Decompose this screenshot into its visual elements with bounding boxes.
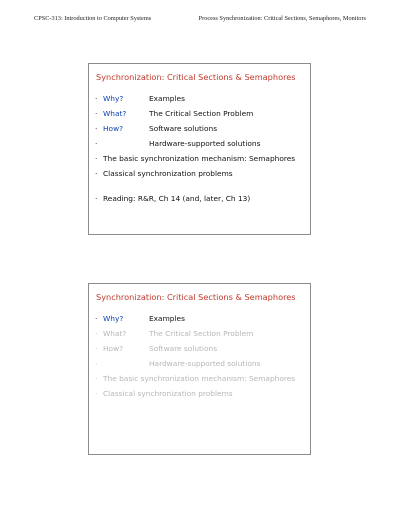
bullet-dot-icon: ·	[95, 194, 98, 203]
course-title: CPSC-313: Introduction to Computer Systems	[34, 15, 152, 22]
bullet-text: Software solutions	[149, 124, 218, 133]
bullet-dot-icon: ·	[95, 124, 98, 133]
document-title: Process Synchronization: Critical Sections, Semaphores, Monitors	[198, 15, 366, 22]
bullet-key: How?	[103, 124, 124, 133]
bullet-key: How?	[103, 344, 124, 353]
bullet-item	[95, 194, 305, 204]
bullet-text: Classical synchronization problems	[103, 169, 233, 178]
bullet-text: The basic synchronization mechanism: Semaphores	[103, 374, 296, 383]
slide-2	[88, 283, 311, 455]
bullet-item	[95, 139, 305, 149]
bullet-dot-icon: ·	[95, 314, 98, 323]
bullet-key: Why?	[103, 94, 124, 103]
bullet-item	[95, 124, 305, 134]
bullet-item	[95, 329, 305, 339]
bullet-dot-icon: ·	[95, 154, 98, 163]
bullet-text: The basic synchronization mechanism: Semaphores	[103, 154, 296, 163]
bullet-key: What?	[103, 109, 127, 118]
bullet-text: The Critical Section Problem	[149, 329, 254, 338]
bullet-item	[95, 109, 305, 119]
bullet-dot-icon: ·	[95, 329, 98, 338]
bullet-item	[95, 94, 305, 104]
bullet-text: Hardware-supported solutions	[149, 139, 261, 148]
bullet-item	[95, 374, 305, 384]
bullet-key: What?	[103, 329, 127, 338]
bullet-key: Why?	[103, 314, 124, 323]
bullet-item	[95, 154, 305, 164]
bullet-dot-icon: ·	[95, 169, 98, 178]
bullet-text: Classical synchronization problems	[103, 389, 233, 398]
bullet-item	[95, 344, 305, 354]
bullet-item	[95, 314, 305, 324]
bullet-dot-icon: ·	[95, 389, 98, 398]
slide-title: Synchronization: Critical Sections & Semaphores	[96, 72, 296, 82]
slide-title: Synchronization: Critical Sections & Semaphores	[96, 292, 296, 302]
bullet-text: Software solutions	[149, 344, 218, 353]
bullet-text: Examples	[149, 94, 185, 103]
bullet-dot-icon: ·	[95, 109, 98, 118]
bullet-list	[95, 94, 305, 209]
bullet-dot-icon: ·	[95, 344, 98, 353]
bullet-dot-icon: ·	[95, 94, 98, 103]
bullet-list	[95, 314, 305, 404]
slide-1	[88, 63, 311, 235]
bullet-dot-icon: ·	[95, 359, 98, 368]
bullet-dot-icon: ·	[95, 374, 98, 383]
bullet-item	[95, 359, 305, 369]
bullet-text: Reading: R&R, Ch 14 (and, later, Ch 13)	[103, 194, 251, 203]
bullet-item	[95, 169, 305, 179]
page-header	[34, 15, 366, 27]
bullet-item	[95, 389, 305, 399]
bullet-text: Hardware-supported solutions	[149, 359, 261, 368]
bullet-dot-icon: ·	[95, 139, 98, 148]
bullet-text: Examples	[149, 314, 185, 323]
bullet-text: The Critical Section Problem	[149, 109, 254, 118]
